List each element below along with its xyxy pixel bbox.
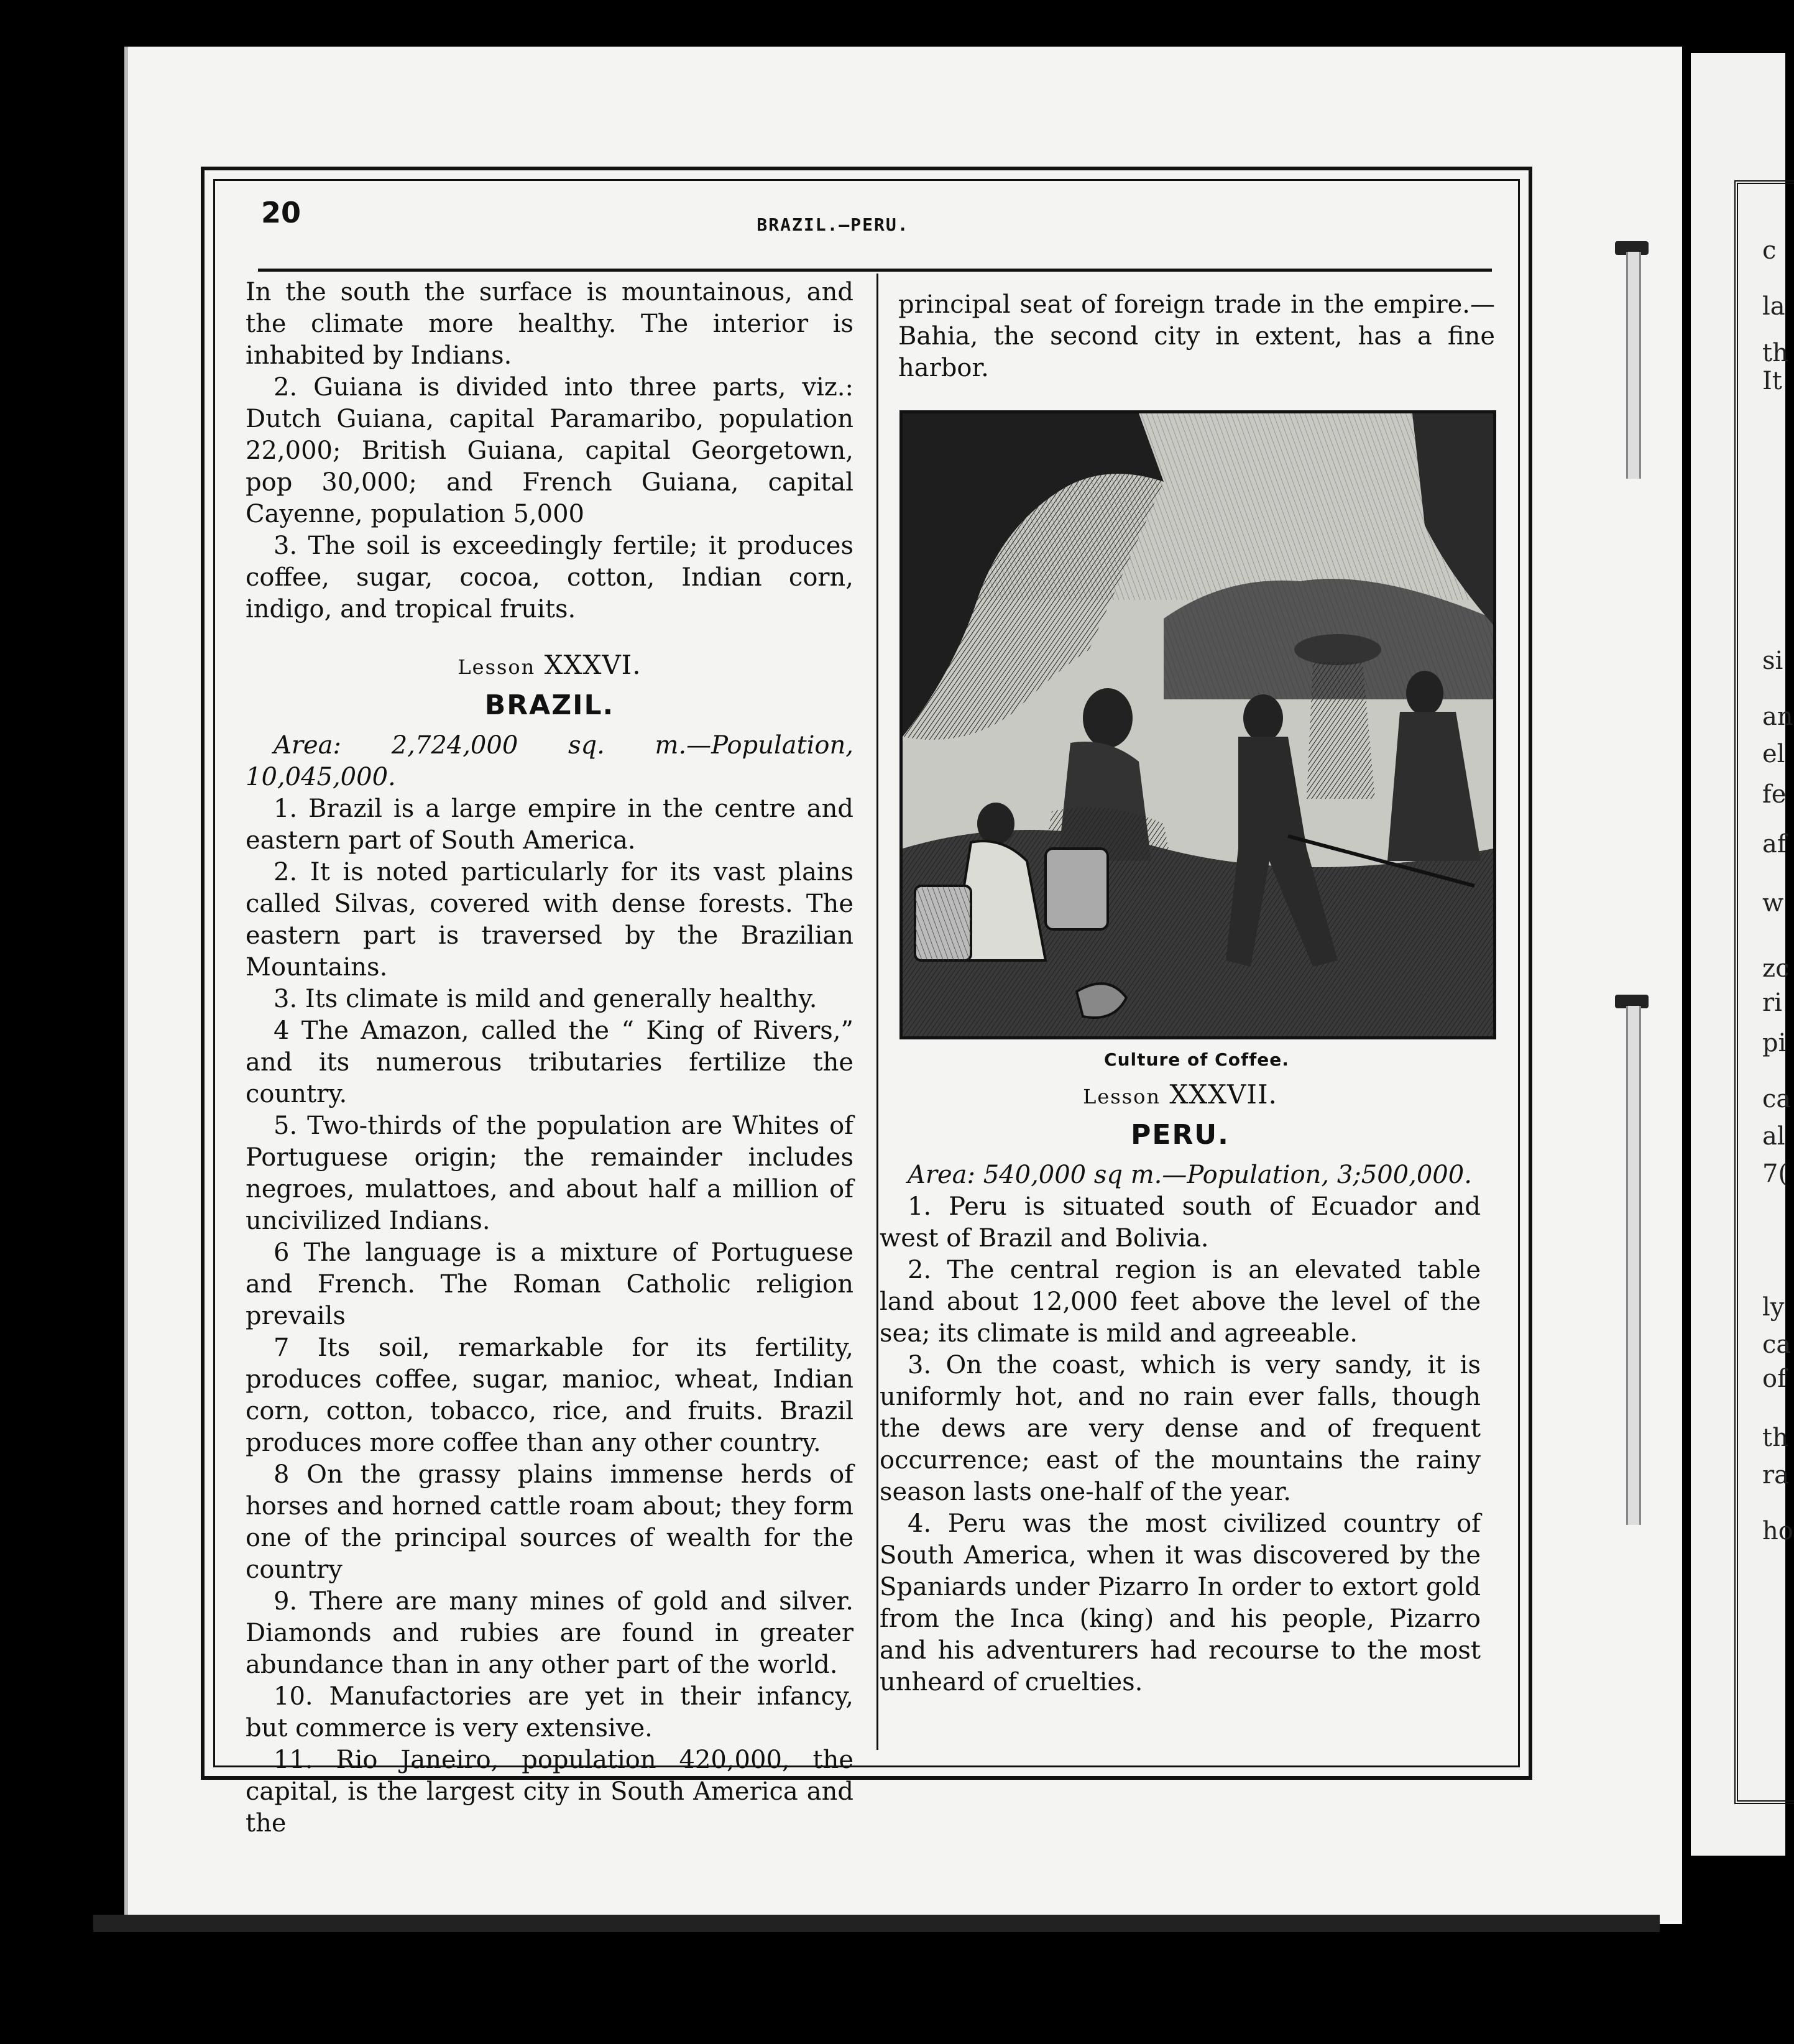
page-shadow (93, 1915, 1660, 1932)
running-title: BRAZIL.—PERU. (757, 214, 909, 235)
next-page-fragment: of (1762, 1365, 1787, 1393)
peru-paragraph: 3. On the coast, which is very sandy, it is uniformly hot, and no rain ever falls, though the dews are very dense and of frequent occurrence; east of the mountains the rainy season lasts one-half of the year. (880, 1351, 1481, 1506)
brazil-paragraph: 3. Its climate is mild and generally healthy. (274, 985, 817, 1013)
brazil-paragraph: 9. There are many mines of gold and silver. Diamonds and rubies are found in greater abundance than in any other part of the world. (246, 1587, 853, 1679)
page-number: 20 (261, 196, 301, 229)
next-page-fragment: th (1762, 1424, 1788, 1452)
continued-paragraph: principal seat of foreign trade in the empire.—Bahia, the second city in extent, has a fine harbor. (898, 290, 1495, 382)
peru-area-line: Area: 540,000 sq m.—Population, 3;500,000. (908, 1161, 1472, 1189)
next-page-fragment: zc (1762, 954, 1790, 983)
intro-paragraph: In the south the surface is mountainous, and the climate more healthy. The interior is inhabited by Indians. (246, 278, 853, 370)
next-page-fragment: c (1762, 236, 1777, 265)
illustration-caption: Culture of Coffee. (1104, 1049, 1289, 1070)
peru-paragraph: 1. Peru is situated south of Ecuador and west of Brazil and Bolivia. (880, 1192, 1481, 1253)
brazil-paragraph: 7 Its soil, remarkable for its fertility, produces coffee, sugar, manioc, wheat, Indian corn, cotton, tobacco, rice, and fruits. Brazil produces more coffee than any other country. (246, 1333, 853, 1457)
brazil-paragraph: 8 On the grassy plains immense herds of horses and horned cattle roam about; they form one of the principal sources of wealth for the country (246, 1460, 853, 1584)
binding-clip-bottom (1626, 1006, 1641, 1525)
peru-section (880, 1079, 1481, 1698)
brazil-paragraph: 1. Brazil is a large empire in the centre and eastern part of South America. (246, 794, 853, 855)
next-page-fragment: 7( (1762, 1159, 1788, 1188)
next-page-fragment: ly (1762, 1293, 1785, 1322)
next-page-fragment: ho (1762, 1517, 1793, 1545)
next-page-fragment: It (1762, 367, 1782, 395)
column-divider (876, 274, 878, 1750)
next-page-fragment: ri (1762, 988, 1782, 1017)
lesson-37-label: Lesson XXXVII. (1083, 1079, 1277, 1110)
peru-heading: PERU. (1131, 1119, 1230, 1151)
next-page-fragment: ra (1762, 1461, 1789, 1489)
next-page-fragment: an (1762, 702, 1793, 731)
brazil-paragraph: 11. Rio Janeiro, population 420,000, the capital, is the largest city in South America and the (246, 1746, 853, 1838)
next-page-fragment: al (1762, 1122, 1785, 1151)
next-page-fragment: si (1762, 647, 1783, 675)
brazil-paragraph: 5. Two-thirds of the population are Whites of Portuguese origin; the remainder includes negroes, mulattoes, and about half a million of uncivilized Indians. (246, 1112, 853, 1235)
peru-paragraphs (880, 1191, 1481, 1698)
next-page-fragment: fe (1762, 780, 1787, 809)
brazil-paragraphs (246, 793, 853, 1839)
peru-paragraph: 2. The central region is an elevated table land about 12,000 feet above the level of the sea; its climate is mild and agreeable. (880, 1256, 1481, 1348)
next-page-fragment: ca (1762, 1085, 1792, 1113)
binding-clip-top (1626, 252, 1641, 479)
left-column (246, 277, 853, 1839)
next-page-fragment: el (1762, 740, 1785, 768)
brazil-paragraph: 4 The Amazon, called the “ King of Rivers,” and its numerous tributaries fertilize the country. (246, 1016, 853, 1108)
soil-paragraph: 3. The soil is exceedingly fertile; it produces coffee, sugar, cocoa, cotton, Indian corn, indigo, and tropical fruits. (246, 532, 853, 624)
brazil-paragraph: 10. Manufactories are yet in their infancy, but commerce is very extensive. (246, 1682, 853, 1742)
next-page-fragment: af (1762, 830, 1787, 859)
brazil-area-line: Area: 2,724,000 sq. m.—Population, 10,045,000. (246, 731, 853, 791)
lesson-36-label: Lesson XXXVI. (458, 650, 642, 680)
next-page-fragment: th (1762, 339, 1788, 367)
next-page-fragment: ca (1762, 1330, 1792, 1359)
next-page-fragment: la (1762, 292, 1785, 321)
coffee-engraving-art (903, 413, 1493, 1036)
guiana-paragraph: 2. Guiana is divided into three parts, viz.: Dutch Guiana, capital Paramaribo, population 22,000; British Guiana, capital Georgetown, pop 30,000; and French Guiana, capital Cayenne, population 5,000 (246, 373, 853, 528)
next-page-fragment: pi (1762, 1029, 1787, 1057)
peru-paragraph: 4. Peru was the most civilized country of South America, when it was discovered by the Spaniards under Pizarro In order to extort gold from the Inca (king) and his people, Pizarro and his adventurers had recourse to the most unheard of cruelties. (880, 1509, 1481, 1696)
next-page-fragment: w (1762, 889, 1784, 918)
header-rule (258, 269, 1492, 272)
brazil-paragraph: 6 The language is a mixture of Portuguese and French. The Roman Catholic religion prevails (246, 1238, 853, 1330)
brazil-heading: BRAZIL. (484, 689, 615, 721)
engraving-illustration (899, 410, 1496, 1039)
right-column (898, 289, 1495, 384)
brazil-paragraph: 2. It is noted particularly for its vast plains called Silvas, covered with dense forests. The eastern part is traversed by the Brazilian Mountains. (246, 858, 853, 982)
